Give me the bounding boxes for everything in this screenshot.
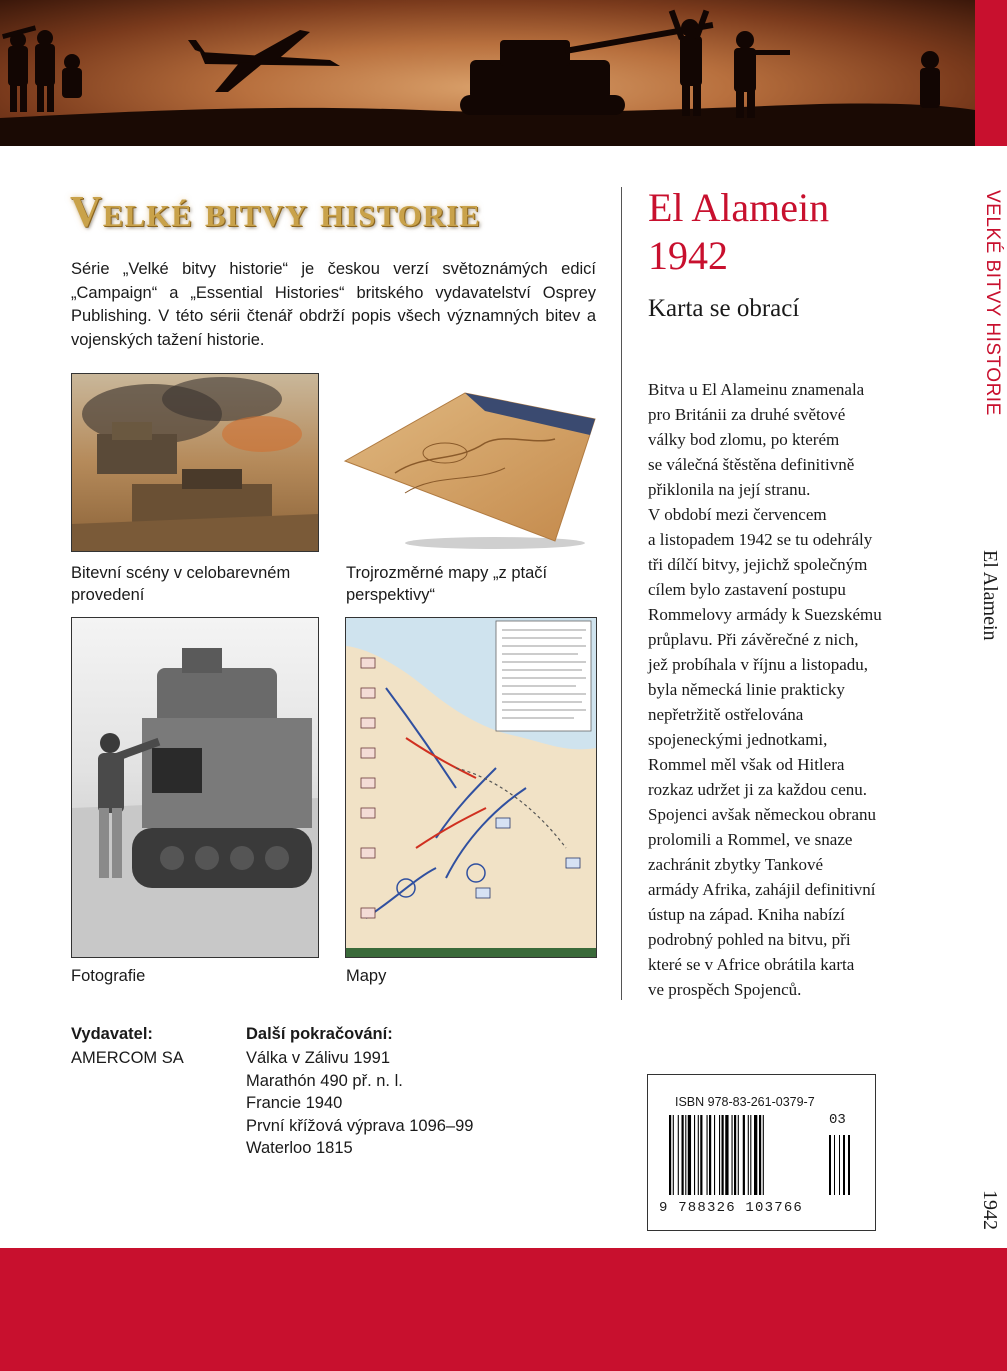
barcode-addon: 03 <box>829 1112 846 1128</box>
spine-book-year: 1942 <box>979 1190 1001 1230</box>
spine-red-top <box>975 0 1007 146</box>
top-banner-silhouettes <box>0 0 975 146</box>
list-item: Marathón 490 př. n. l. <box>246 1071 403 1090</box>
barcode-box <box>647 1074 876 1231</box>
soldiers-silhouette-icon <box>0 0 975 146</box>
series-intro: Série „Velké bitvy historie“ je českou verzí světoznámých edicí „Campaign“ a „Essential Histories“ britského vydavatelství Osprey Publishing. V této sérii čtenář obdrží popis všech významných bitev a vojenských tažení historie. <box>71 260 596 349</box>
isbn-number: ISBN 978-83-261-0379-7 <box>675 1095 815 1109</box>
publisher-name: AMERCOM SA <box>71 1049 184 1067</box>
next-volumes-list <box>246 1047 473 1160</box>
column-divider <box>621 187 622 1000</box>
book-description: Bitva u El Alameinu znamenala pro Británii za druhé světové války bod zlomu, po kterém se válečná štěstěna definitivně přiklonila na její stranu. V období mezi červencem a listopadem 1942 se tu odehrály tři dílčí bitvy, jejichž společným cílem bylo zastavení postupu Rommelovy armády k Suezskému průplavu. Při závěrečné z nich, jež probíhala v říjnu a listopadu, byla německá linie prakticky nepřetržitě ostřelována spojeneckými jednotkami, Rommel měl však od Hitlera rozkaz udržet ji za každou cenu. Spojenci avšak německou obranu prolomili a Rommel, ve snaze zachránit zbytky Tankové armády Afrika, zahájil definitivní ústup na západ. Kniha nabízí podrobný pohled na bitvu, při které se v Africe obrátila karta ve prospěch Spojenců. <box>648 380 882 999</box>
spine-book-subject: El Alamein <box>979 550 1001 641</box>
figure-caption-battle-scenes: Bitevní scény v celobarevném provedení <box>71 564 291 604</box>
tank-photo <box>71 617 319 958</box>
next-volumes-label: Další pokračování: <box>246 1025 393 1043</box>
publisher-label: Vydavatel: <box>71 1025 153 1043</box>
barcode-digits: 9 788326 103766 <box>659 1200 804 1216</box>
list-item: Válka v Zálivu 1991 <box>246 1049 390 1067</box>
bottom-red-band <box>0 1248 1007 1371</box>
book-title <box>648 184 829 280</box>
book-title-line2: 1942 <box>648 233 728 278</box>
battle-map <box>345 617 597 958</box>
list-item: První křížová výprava 1096–99 <box>246 1116 474 1135</box>
figure-caption-photos: Fotografie <box>71 967 146 985</box>
figure-caption-maps: Mapy <box>346 967 387 985</box>
spine-series-title: VELKÉ BITVY HISTORIE <box>982 190 1003 416</box>
3d-map-illustration <box>335 373 597 550</box>
list-item: Francie 1940 <box>246 1094 343 1112</box>
figure-caption-3d-maps: Trojrozměrné mapy „z ptačí perspektivy“ <box>346 564 548 604</box>
book-title-line1: El Alamein <box>648 185 830 230</box>
list-item: Waterloo 1815 <box>246 1139 353 1157</box>
series-logo: Velké bitvy historie <box>70 187 481 236</box>
book-subtitle: Karta se obrací <box>648 295 800 322</box>
battle-scene-illustration <box>71 373 319 552</box>
